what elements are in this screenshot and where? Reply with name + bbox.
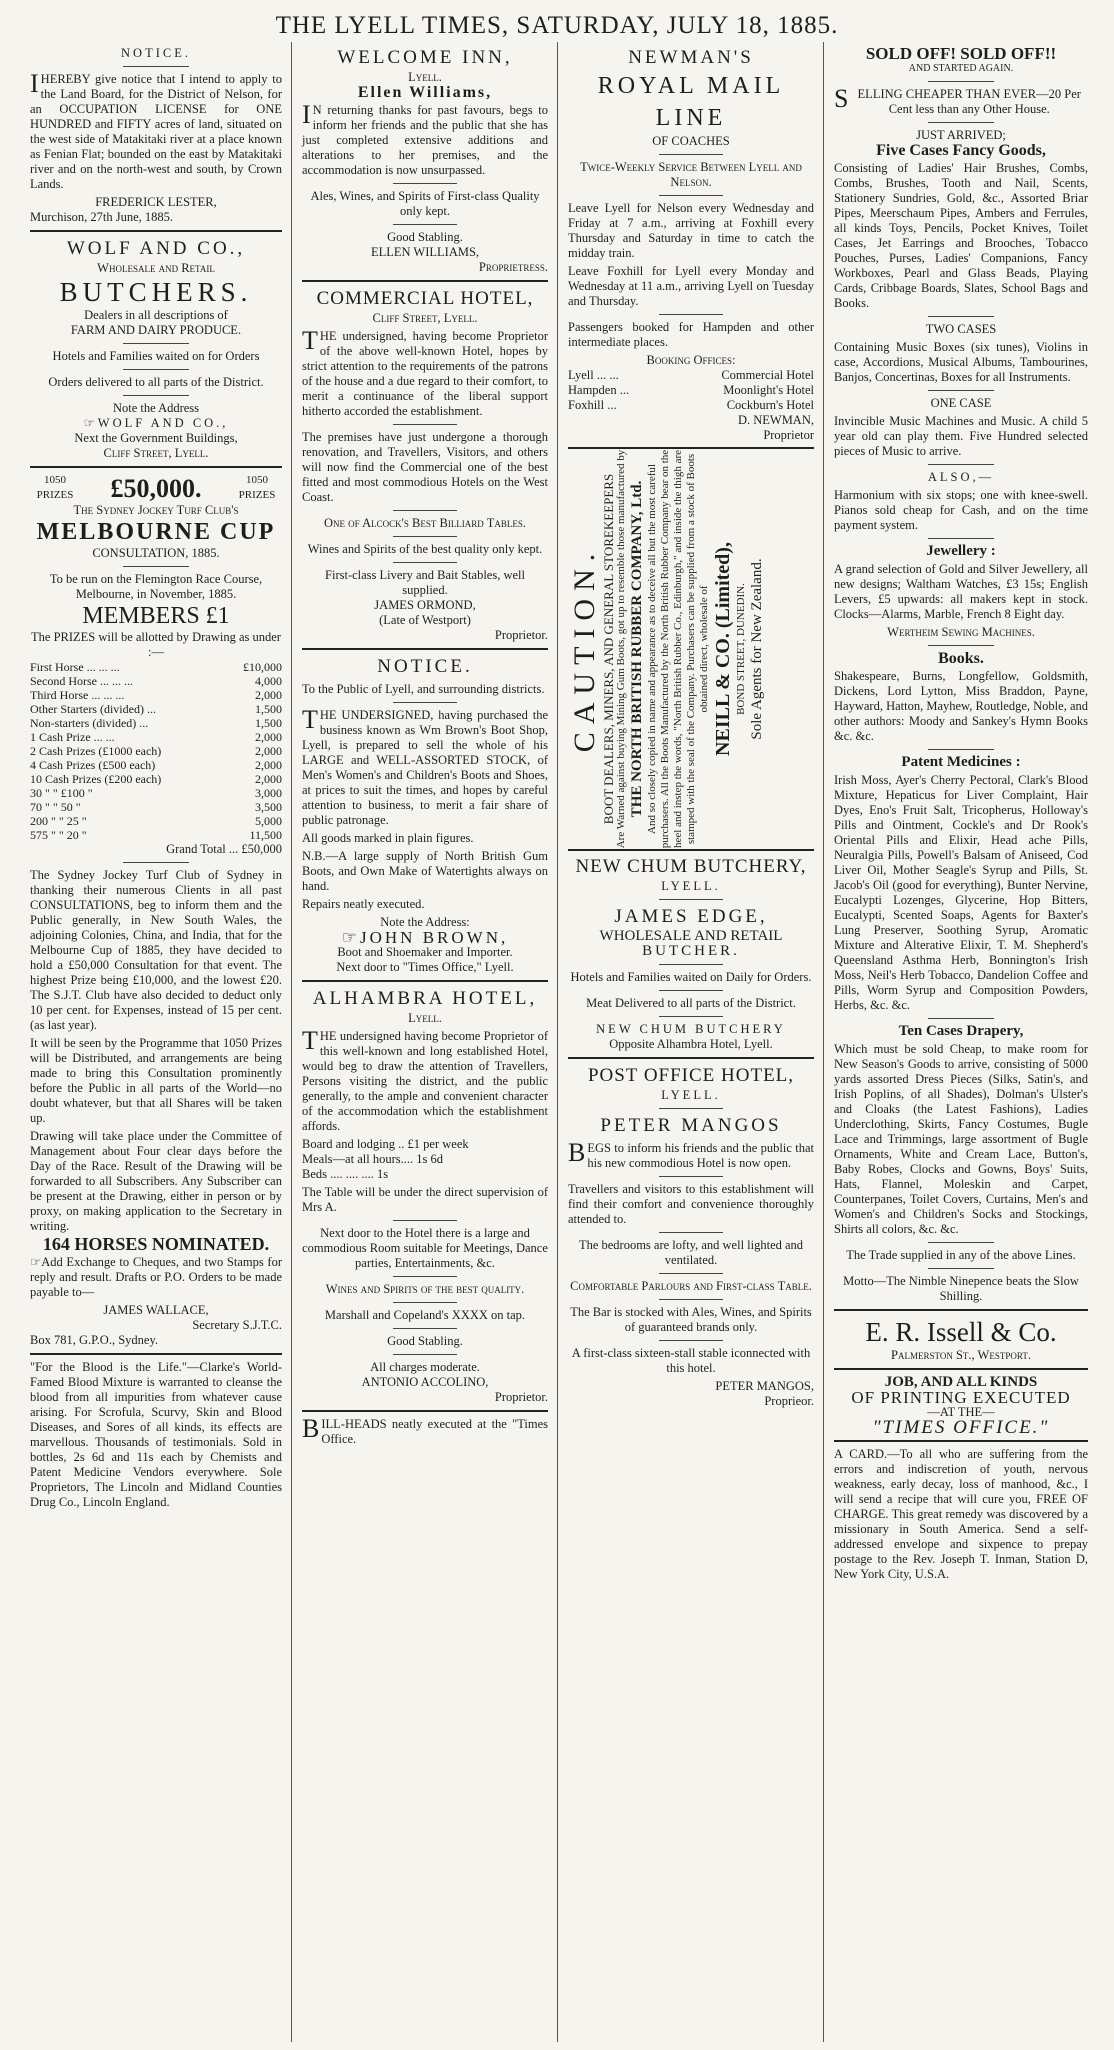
prize-label: 4 Cash Prizes (£500 each) — [30, 758, 156, 772]
divider — [123, 66, 189, 67]
newman-subtitle: OF COACHES — [652, 134, 730, 148]
prize-label: Second Horse ... ... ... — [30, 674, 133, 688]
notice2-nb: N.B.—A large supply of North British Gum Boots, and Own Make of Watertights always on hand. — [302, 849, 548, 893]
divider — [928, 749, 994, 750]
prize-amount: £50,000. — [110, 473, 202, 503]
sold-subtitle: AND STARTED AGAIN. — [908, 63, 1014, 74]
office-place: Foxhill ... — [568, 398, 617, 412]
welcome-ales: Ales, Wines, and Spirits of First-class Quality only kept. — [310, 189, 540, 218]
column-rule — [557, 42, 558, 2042]
notice-body: IHEREBY give notice that I intend to apply to the Land Board, for the District of Nelson, for an OCCUPATION LICENSE for ONE HUNDRED and FIFTY acres of land, situated on the west side of Matakitaki river at a place known as Fenian Flat; bounded on the east by Matakitaki river and on the north-west and south, by Crown Lands. — [30, 69, 282, 191]
divider — [659, 964, 723, 965]
caution-warn: Are Warned against buying Mining Gum Boots, got up to resemble those manufactured by — [615, 449, 627, 849]
prize-label: 200 " " 25 " — [30, 814, 87, 828]
post-place: LYELL. — [661, 1088, 721, 1102]
commercial-body: The premises have just undergone a thorough renovation, and Travellers, Visitors, and others will now find the Commercial one of the best fitted and most commodious Hotels on the West Coast. — [302, 430, 548, 504]
newman-passengers: Passengers booked for Hampden and other intermediate places. — [568, 320, 814, 349]
column-rule — [291, 42, 292, 2042]
patent-body: Irish Moss, Ayer's Cherry Pectoral, Clark's Blood Mixture, Hepaticus for Liver Complaint, Hair Dyes, Eno's Fruit Salt, Tricopherus, Holloway's Pills and Ointment, Cockle's and Dr Rook's Oriental Pills and Elixir, Head ache Pills, Neuralgia Pills, Powell's Balsam of Aniseed, Cod Liver Oil, Mother Seagle's Syrup and Pills, St. Jacob's Oil (good for everything), Bunter Nervine, Eucalypti Lozenges, Glycerine, Hop Bitters, Eucalypti, Scented Soaps, Agents for Baxter's Lung Preserver, Soothing Syrup, Aromatic Mixture and Alterative Elixir, T. M. Shepherd's Queensland Asthma Herb, Bonnington's Irish Moss, Neil's Herb Tobacco, Dandelion Coffee and Pills, Worm Syrup and Composition Powders, Herbs, &c. &c. — [834, 773, 1088, 1012]
divider — [659, 1108, 723, 1109]
grand-total: Grand Total ... £50,000 — [166, 842, 282, 856]
run-info: To be run on the Flemington Race Course, Melbourne, in November, 1885. — [49, 572, 263, 601]
divider — [928, 1018, 994, 1019]
drapery-body: Which must be sold Cheap, to make room for New Season's Goods to arrive, consisting of 5000 yards assorted Dress Pieces (Silks, Satin's, and Irish Poplins, of all Shades), Dolman's Ulster's and Cloaks (the Latest Fashions), Ladies Underclothing, Skirts, Fancy Costumes, Bugle Lace and Trimmings, large assortment of Bugle Ornaments, White and Cream Lace, Button's, Baby Robes, Clocks and Gowns, Boys' Suits, Hats, Flannel, Moleskin and Carpet, Counterpanes, Toilet Covers, Curtains, Men's and Women's and Children's Socks and Stockings, Shirts all colors, &c. &c. — [834, 1042, 1088, 1236]
wolf-title: WOLF AND CO., — [66, 238, 246, 259]
column-1 — [22, 42, 290, 2042]
welcome-body: IN returning thanks for past favours, begs to inform her friends and the public that she has just completed extensive additions and alterations to her premises, and the accommodation is now unsurpassed. — [302, 100, 548, 177]
prize-value: 5,000 — [255, 814, 282, 828]
books-body: Shakespeare, Burns, Longfellow, Goldsmith, Dickens, Lord Lytton, Miss Braddon, Payne, Hayward, Hatton, Mayhew, Routledge, Noble, and other authors: Moody and Sankey's Hymn Books &c. &c. — [834, 669, 1088, 743]
welcome-name: Ellen Williams, — [357, 84, 493, 101]
edge-meat: Meat Delivered to all parts of the District. — [586, 996, 796, 1010]
prize-row — [30, 772, 282, 786]
one-case-body: Invincible Music Machines and Music. A child 5 year old can play them. Five Hundred selected pieces of Music to arrive. — [834, 414, 1088, 458]
prize-value: £10,000 — [243, 660, 282, 674]
prize-label: 1 Cash Prize ... ... — [30, 730, 115, 744]
divider — [30, 230, 282, 232]
divider — [30, 466, 282, 468]
allot-info: The PRIZES will be allotted by Drawing as under :— — [31, 630, 281, 659]
notice2-marked: All goods marked in plain figures. — [302, 831, 474, 845]
divider — [302, 980, 548, 982]
prize-row — [30, 702, 282, 716]
mangos-role: Proprieor. — [764, 1394, 814, 1408]
divider — [393, 562, 457, 563]
divider — [302, 280, 548, 282]
times-office: "TIMES OFFICE." — [872, 1417, 1050, 1438]
column-4 — [826, 42, 1096, 2042]
prize-label: 70 " " 50 " — [30, 800, 81, 814]
wolf-line: FARM AND DAIRY PRODUCE. — [70, 323, 242, 337]
prize-value: 4,000 — [255, 674, 282, 688]
club-name: The Sydney Jockey Turf Club's — [73, 503, 239, 517]
notice2-trade: Boot and Shoemaker and Importer. — [337, 945, 513, 959]
sjtc-body: The Sydney Jockey Turf Club of Sydney in thanking their numerous Clients in all past CONSULTATIONS, beg to inform them and the Public generally, in New South Wales, the adjoining Colonies, China, and India, that for the Melbourne Cup of 1885, they have decided to hold a £50,000 Consultation for that event. The highest Prize being £10,000, and the lowest £20. The S.J.T. Club have also decided to deduct only 10 per cent. for Expenses, instead of 15 per cent. (as last year). — [30, 868, 282, 1032]
notice-title: NOTICE. — [121, 46, 191, 60]
newman-service: Twice-Weekly Service Between Lyell and Nelson. — [580, 160, 802, 189]
clarke-advert: "For the Blood is the Life."—Clarke's World-Famed Blood Mixture is warranted to cleanse the blood from all impurities from whatever cause arising. For Scrofula, Scurvy, Skin and Blood Diseases, and Sores of all kinds, its effects are marvellous. Thousands of testimonials. Sold in bottles, 2s 6d and 11s each by Chemists and Patent Medicine Vendors everywhere. Sole Proprietors, The Lincoln and Midland Counties Drug Co., Lincoln England. — [30, 1360, 282, 1509]
newman-signature: D. NEWMAN, — [737, 413, 814, 427]
alhambra-title: ALHAMBRA HOTEL, — [312, 988, 538, 1009]
wallace-box: Box 781, G.P.O., Sydney. — [30, 1333, 159, 1347]
prize-value: 2,000 — [255, 772, 282, 786]
office-place: Hampden ... — [568, 383, 630, 397]
prize-row — [30, 660, 282, 674]
alhambra-marshall: Marshall and Copeland's XXXX on tap. — [324, 1308, 526, 1322]
prize-row — [30, 744, 282, 758]
divider — [659, 899, 723, 900]
alhambra-beds: Beds .... .... .... 1s — [302, 1167, 389, 1181]
edge-butcher: BUTCHER. — [642, 943, 740, 959]
prize-value: 2,000 — [255, 688, 282, 702]
newman-title: NEWMAN'S — [628, 47, 754, 68]
edge-name: JAMES EDGE, — [614, 906, 768, 927]
billheads-advert: BILL-HEADS neatly executed at the "Times Office. — [302, 1414, 548, 1446]
caution-body: And so closely copied in name and appearance as to deceive all but the most careful purchasers. All the Boots Manufactured by the North British Rubber Company bear on the heel and instep the words, "North British Rubber Co., Edinburgh," and inside the thigh are stamped with the seal of the Company. Purchasers can be supplied from a stock of Boots obtained direct, wholesale of — [646, 449, 710, 849]
prize-value: 2,000 — [255, 744, 282, 758]
alhambra-role: Proprietor. — [494, 1390, 548, 1404]
prize-row — [30, 828, 282, 842]
office-hotel: Moonlight's Hotel — [723, 383, 814, 397]
motto: Motto—The Nimble Ninepence beats the Slow Shilling. — [843, 1274, 1079, 1303]
booking-office-row — [568, 383, 814, 398]
divider — [393, 424, 457, 425]
office-place: Lyell ... ... — [568, 368, 619, 382]
office-hotel: Cockburn's Hotel — [726, 398, 814, 412]
printing-title: OF PRINTING EXECUTED — [851, 1388, 1071, 1407]
divider — [393, 1302, 457, 1303]
newman-leave: Leave Foxhill for Lyell every Monday and Wednesday at 11 a.m., arriving Lyell on Tuesday and Thursday. — [568, 264, 814, 308]
notice2-body: THE UNDERSIGNED, having purchased the business known as Wm Brown's Boot Shop, Lyell, is prepared to sell the whole of his LARGE and WELL-ASSORTED STOCK, of Men's Women's and Children's Boots and Shoes, at prices to suit the times, and hopes by careful attention to business, to merit a fair share of public patronage. — [302, 705, 548, 827]
prize-row — [30, 758, 282, 772]
prize-row — [30, 814, 282, 828]
prize-value: 3,000 — [255, 786, 282, 800]
alhambra-place: Lyell. — [408, 1011, 442, 1025]
prize-row — [30, 800, 282, 814]
divider — [302, 1410, 548, 1412]
commercial-billiard: One of Alcock's Best Billiard Tables. — [324, 516, 526, 530]
divider — [393, 1328, 457, 1329]
divider — [659, 1340, 723, 1341]
edge-trade: WHOLESALE AND RETAIL — [599, 928, 783, 944]
divider — [928, 390, 994, 391]
mangos-name: PETER MANGOS — [600, 1115, 782, 1136]
welcome-place: Lyell. — [408, 70, 442, 84]
alhambra-meals: Meals—at all hours.... 1s 6d — [302, 1152, 443, 1166]
just-arrived: JUST ARRIVED; — [916, 128, 1006, 142]
divider — [659, 990, 723, 991]
two-cases-body: Containing Music Boxes (six tunes), Violins in case, Accordions, Musical Albums, Tambourines, Banjos, Concertinas, Boxes for all Instruments. — [834, 340, 1088, 384]
commercial-title: COMMERCIAL HOTEL, — [316, 288, 534, 309]
prize-label: 575 " " 20 " — [30, 828, 87, 842]
divider — [393, 536, 457, 537]
booking-office-row — [568, 368, 814, 383]
prize-row — [30, 716, 282, 730]
divider — [928, 538, 994, 539]
divider — [393, 702, 457, 703]
alhambra-table: The Table will be under the direct supervision of Mrs A. — [302, 1185, 548, 1214]
welcome-stabling: Good Stabling. — [387, 230, 463, 244]
alhambra-board: Board and lodging .. £1 per week — [302, 1137, 469, 1151]
masthead: THE LYELL TIMES, SATURDAY, JULY 18, 1885. — [275, 12, 839, 39]
wolf-line: Dealers in all descriptions of — [84, 308, 228, 322]
prize-value: 2,000 — [255, 730, 282, 744]
welcome-role: Proprietress. — [478, 260, 548, 274]
commercial-body: THE undersigned, having become Proprietor of the above well-known Hotel, hopes by strict attention to the requirements of the patrons of the house and a due regard to their comfort, to merit a continuance of the liberal support hitherto accorded the establishment. — [302, 326, 548, 418]
mangos-bar: The Bar is stocked with Ales, Wines, and Spirits of guaranteed brands only. — [570, 1305, 812, 1334]
divider — [393, 183, 457, 184]
divider — [659, 1299, 723, 1300]
commercial-place: Cliff Street, Lyell. — [372, 311, 478, 325]
newman-role: Proprietor — [763, 428, 814, 442]
edge-hotels: Hotels and Families waited on Daily for Orders. — [570, 970, 812, 984]
wallace-name: JAMES WALLACE, — [103, 1303, 209, 1317]
wolf-line: Next the Government Buildings, — [74, 431, 238, 445]
prize-row — [30, 730, 282, 744]
also-title: ALSO,— — [927, 470, 995, 484]
caution-agents: Sole Agents for New Zealand. — [749, 558, 765, 740]
edge-newchum: NEW CHUM BUTCHERY — [596, 1022, 786, 1036]
divider — [928, 645, 994, 646]
column-rule — [823, 42, 824, 2042]
notice-signature: FREDERICK LESTER, — [95, 195, 217, 209]
sjtc-body: It will be seen by the Programme that 1050 Prizes will be Distributed, and arrangements are being made to bring this Consultation prominently before the Public in all parts of the World—no doubt whatever, but that all Shares will be taken up. — [30, 1036, 282, 1125]
edge-opposite: Opposite Alhambra Hotel, Lyell. — [609, 1037, 773, 1051]
divider — [393, 1220, 457, 1221]
newchum-title: NEW CHUM BUTCHERY, — [575, 856, 807, 877]
cup-title: MELBOURNE CUP — [36, 519, 276, 545]
fancy-body: Consisting of Ladies' Hair Brushes, Combs, Combs, Brushes, Tooth and Nail, Scents, Stationery Sundries, Gold, &c., Assorted Briar Pipes, Meerschaum Pipes, Ambers and Ferrules, all kinds Toys, Pencils, Pocket Knives, Toilet Cases, Jet Earrings and Brooches, Tobacco Pouches, Purses, Ladies' Companions, Fancy Workboxes, Pearl and Glass Beads, Playing Cards, Cribbage Boards, Slates, School Bags and Books. — [834, 161, 1088, 310]
wolf-line: Hotels and Families waited on for Orders — [52, 349, 260, 363]
drapery-title: Ten Cases Drapery, — [898, 1023, 1024, 1039]
welcome-title: WELCOME INN, — [337, 47, 513, 68]
wolf-butchers: BUTCHERS. — [59, 277, 253, 307]
booking-office-row — [568, 398, 814, 413]
alhambra-charges: All charges moderate. — [370, 1360, 480, 1374]
notice2-name: ☞JOHN BROWN, — [341, 928, 509, 947]
divider — [123, 566, 189, 567]
prize-row — [30, 674, 282, 688]
alhambra-body: THE undersigned having become Proprietor of this well-known and long established Hotel, would beg to draw the attention of Travellers, Persons visiting the district, and the public generally, to the ample and convenient character of the accommodation which the establishment affords. — [302, 1026, 548, 1133]
divider — [393, 1354, 457, 1355]
horses-nominated: 164 HORSES NOMINATED. — [42, 1234, 270, 1254]
divider — [659, 154, 723, 155]
prize-value: 11,500 — [249, 828, 282, 842]
divider — [928, 464, 994, 465]
newman-offices: Booking Offices: — [646, 353, 736, 367]
commercial-role: Proprietor. — [494, 628, 548, 642]
mangos-stable: A first-class sixteen-stall stable iconnected with this hotel. — [571, 1346, 811, 1375]
divider — [393, 1276, 457, 1277]
divider — [928, 316, 994, 317]
newman-leave: Leave Lyell for Nelson every Wednesday and Friday at 7 a.m., arriving at Foxhill every Thursday and Saturday in time to catch the midday train. — [568, 201, 814, 260]
welcome-signature: ELLEN WILLIAMS, — [370, 245, 480, 259]
divider — [928, 122, 994, 123]
trade-supplied: The Trade supplied in any of the above Lines. — [846, 1248, 1076, 1262]
caution-boot: BOOT DEALERS, MINERS, AND GENERAL STOREKEEPERS — [601, 473, 616, 825]
divider — [659, 1273, 723, 1274]
alhambra-stabling: Good Stabling. — [387, 1334, 463, 1348]
wolf-line: Cliff Street, Lyell. — [103, 446, 209, 460]
divider — [123, 343, 189, 344]
members-title: MEMBERS £1 — [82, 603, 230, 629]
notice2-repairs: Repairs neatly executed. — [302, 897, 425, 911]
selling-info: SELLING CHEAPER THAN EVER—20 Per Cent less than any Other House. — [834, 84, 1081, 116]
post-title: POST OFFICE HOTEL, — [587, 1065, 795, 1086]
prize-value: 3,500 — [255, 800, 282, 814]
two-cases-title: TWO CASES — [925, 322, 997, 336]
divider — [659, 314, 723, 315]
commercial-livery: First-class Livery and Bait Stables, well supplied. — [325, 568, 525, 597]
fancy-title: Five Cases Fancy Goods, — [876, 142, 1046, 159]
also-body: Harmonium with six stops; one with knee-swell. Pianos sold cheap for Cash, and on the time payment system. — [834, 488, 1088, 532]
mangos-body: BEGS to inform his friends and the public that his new commodious Hotel is now open. — [568, 1138, 814, 1170]
prize-value: 1,500 — [255, 716, 282, 730]
prize-count-right: 1050 PRIZES — [238, 474, 276, 501]
commercial-late: (Late of Westport) — [379, 613, 471, 627]
divider — [393, 224, 457, 225]
notice-place: Murchison, 27th June, 1885. — [30, 210, 174, 224]
mangos-travellers: Travellers and visitors to this establishment will find their comfort and convenience thoroughly attended to. — [568, 1182, 814, 1226]
jewellery-body: A grand selection of Gold and Silver Jewellery, all new designs; Waltham Watches, £3 15s; English Levers, £5 upwards: all makers kept in stock. Clocks—Alarms, Marble, French 8 Eight day. — [834, 562, 1088, 621]
commercial-signature: JAMES ORMOND, — [374, 598, 476, 612]
notice2-address: Note the Address: — [380, 915, 470, 929]
divider — [123, 862, 189, 863]
mangos-signature: PETER MANGOS, — [715, 1379, 814, 1393]
books-title: Books. — [938, 650, 984, 667]
divider — [659, 1016, 723, 1017]
divider — [834, 1309, 1088, 1311]
booking-offices — [568, 368, 814, 413]
prize-value: 2,000 — [255, 758, 282, 772]
prize-label: Other Starters (divided) ... — [30, 702, 156, 716]
wallace-role: Secretary S.J.T.C. — [192, 1318, 282, 1332]
prize-value: 1,500 — [255, 702, 282, 716]
newman-royal-mail: ROYAL MAIL LINE — [597, 73, 785, 131]
mangos-bedrooms: The bedrooms are lofty, and well lighted and ventilated. — [578, 1238, 804, 1267]
jewellery-title: Jewellery : — [926, 543, 996, 559]
mangos-parlours: Comfortable Parlours and First-class Table. — [570, 1279, 812, 1293]
alhambra-signature: ANTONIO ACCOLINO, — [361, 1375, 489, 1389]
divider — [30, 1353, 282, 1355]
divider — [659, 1176, 723, 1177]
card-advert: A CARD.—To all who are suffering from the errors and indiscretion of youth, nervous weakness, early decay, loss of manhood, &c., I will send a recipe that will cure you, FREE OF CHARGE. This great remedy was discovered by a missionary in South America. Send a self-addressed envelope and sixpence to prepay postage to the Rev. Joseph T. Inman, Station D, New York City, U.S.A. — [834, 1447, 1088, 1581]
caution-advert — [568, 447, 814, 851]
divider — [928, 81, 994, 82]
issell-name: E. R. Issell & Co. — [865, 1317, 1057, 1347]
prize-label: 2 Cash Prizes (£1000 each) — [30, 744, 162, 758]
issell-address: Palmerston St., Westport. — [891, 1348, 1031, 1362]
at-the: —AT THE— — [927, 1405, 995, 1419]
newchum-place: LYELL. — [661, 879, 721, 893]
divider — [928, 1242, 994, 1243]
office-hotel: Commercial Hotel — [721, 368, 814, 382]
prize-label: 10 Cash Prizes (£200 each) — [30, 772, 162, 786]
divider — [928, 1268, 994, 1269]
divider — [123, 369, 189, 370]
divider — [834, 1368, 1088, 1370]
prize-table — [30, 660, 282, 842]
column-3 — [560, 42, 822, 2042]
prize-count-left: 1050 PRIZES — [36, 474, 74, 501]
caution-bond: BOND STREET, DUNEDIN. — [735, 583, 747, 715]
alhambra-next: Next door to the Hotel there is a large and commodious Room suitable for Meetings, Dance parties, Entertainments, &c. — [302, 1226, 548, 1270]
prize-row — [30, 688, 282, 702]
divider — [302, 648, 548, 650]
commercial-wines: Wines and Spirits of the best quality only kept. — [307, 542, 543, 556]
prize-label: Third Horse ... ... ... — [30, 688, 125, 702]
prize-label: First Horse ... ... ... — [30, 660, 120, 674]
consult-title: CONSULTATION, 1885. — [92, 546, 220, 560]
divider — [123, 395, 189, 396]
sold-title: SOLD OFF! SOLD OFF!! — [865, 44, 1057, 63]
divider — [659, 195, 723, 196]
patent-title: Patent Medicines : — [901, 754, 1021, 770]
caution-title: CAUTION. — [568, 545, 601, 753]
sjtc-body: Drawing will take place under the Committee of Management about Four clear days before the Day of the Race. Result of the Drawing will be forwarded to all Subscribers. Any Subscriber can be present at the Drawing, either in person or by proxy, on making application to the Secretary in writing. — [30, 1129, 282, 1233]
wolf-subtitle: Wholesale and Retail — [97, 261, 215, 275]
alhambra-wines: Wines and Spirits of the best quality. — [325, 1282, 525, 1296]
exchange-info: ☞Add Exchange to Cheques, and two Stamps for reply and result. Drafts or P.O. Orders to be made payable to— — [30, 1255, 282, 1299]
wolf-line: ☞WOLF AND CO., — [83, 416, 229, 430]
wolf-line: Note the Address — [112, 401, 200, 415]
column-2 — [294, 42, 556, 2042]
divider — [568, 1057, 814, 1059]
notice2-to: To the Public of Lyell, and surrounding districts. — [302, 682, 545, 696]
divider — [393, 510, 457, 511]
divider — [659, 1232, 723, 1233]
job-title: JOB, AND ALL KINDS — [884, 1374, 1038, 1390]
wertheim: Wertheim Sewing Machines. — [887, 625, 1035, 639]
one-case-title: ONE CASE — [930, 396, 992, 410]
caution-company: THE NORTH BRITISH RUBBER COMPANY, Ltd. — [629, 480, 645, 818]
notice2-title: NOTICE. — [377, 656, 473, 677]
caution-neill: NEILL & CO. (Limited), — [712, 542, 734, 756]
prize-label: 30 " " £100 " — [30, 786, 93, 800]
prize-label: Non-starters (divided) ... — [30, 716, 149, 730]
divider — [834, 1440, 1088, 1442]
prize-row — [30, 786, 282, 800]
notice2-next: Next door to "Times Office," Lyell. — [336, 960, 514, 974]
wolf-line: Orders delivered to all parts of the District. — [48, 375, 264, 389]
